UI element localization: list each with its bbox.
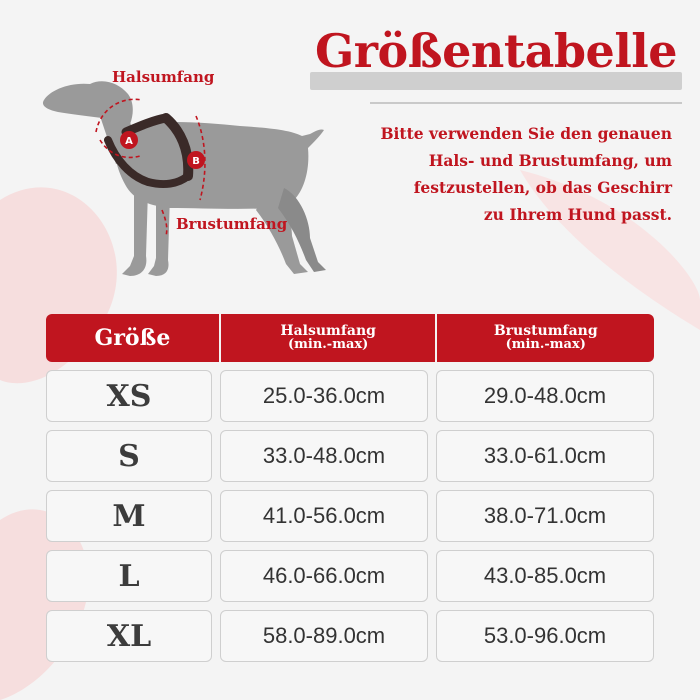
title-block — [310, 20, 682, 82]
chest-cell: 43.0-85.0cm — [436, 550, 654, 602]
header-neck-subtitle: (min.-max) — [287, 337, 369, 352]
header-chest — [435, 314, 654, 362]
size-cell: XL — [46, 610, 212, 662]
dog-illustration — [30, 60, 340, 300]
header-size: Größe — [94, 325, 171, 351]
neck-cell: 41.0-56.0cm — [220, 490, 428, 542]
table-row — [46, 550, 654, 602]
table-row — [46, 430, 654, 482]
table-row — [46, 370, 654, 422]
intro-line: festzustellen, ob das Geschirr — [413, 178, 672, 197]
table-row — [46, 490, 654, 542]
header-neck-title: Halsumfang — [280, 323, 376, 339]
size-cell: XS — [46, 370, 212, 422]
marker-a — [120, 131, 138, 149]
chest-label: Brustumfang — [176, 215, 288, 233]
size-cell: M — [46, 490, 212, 542]
intro-line: Hals- und Brustumfang, um — [428, 151, 672, 170]
svg-text:A: A — [125, 136, 133, 147]
chest-cell: 38.0-71.0cm — [436, 490, 654, 542]
table-row — [46, 610, 654, 662]
neck-cell: 25.0-36.0cm — [220, 370, 428, 422]
header-chest-subtitle: (min.-max) — [505, 337, 586, 352]
title-rule — [370, 102, 682, 104]
intro-line: zu Ihrem Hund passt. — [483, 205, 672, 224]
size-table — [46, 370, 654, 670]
chest-cell: 33.0-61.0cm — [436, 430, 654, 482]
intro-text — [332, 120, 672, 228]
neck-cell: 33.0-48.0cm — [220, 430, 428, 482]
svg-text:B: B — [192, 156, 200, 167]
header-chest-title: Brustumfang — [493, 323, 598, 339]
chest-cell: 53.0-96.0cm — [436, 610, 654, 662]
marker-b — [187, 151, 205, 169]
chest-cell: 29.0-48.0cm — [436, 370, 654, 422]
size-cell: L — [46, 550, 212, 602]
neck-cell: 58.0-89.0cm — [220, 610, 428, 662]
table-header — [46, 314, 654, 362]
size-cell: S — [46, 430, 212, 482]
neck-label: Halsumfang — [112, 68, 215, 86]
header-neck — [219, 314, 436, 362]
page-title: Größentabelle — [314, 24, 678, 78]
intro-line: Bitte verwenden Sie den genauen — [380, 124, 672, 143]
neck-cell: 46.0-66.0cm — [220, 550, 428, 602]
